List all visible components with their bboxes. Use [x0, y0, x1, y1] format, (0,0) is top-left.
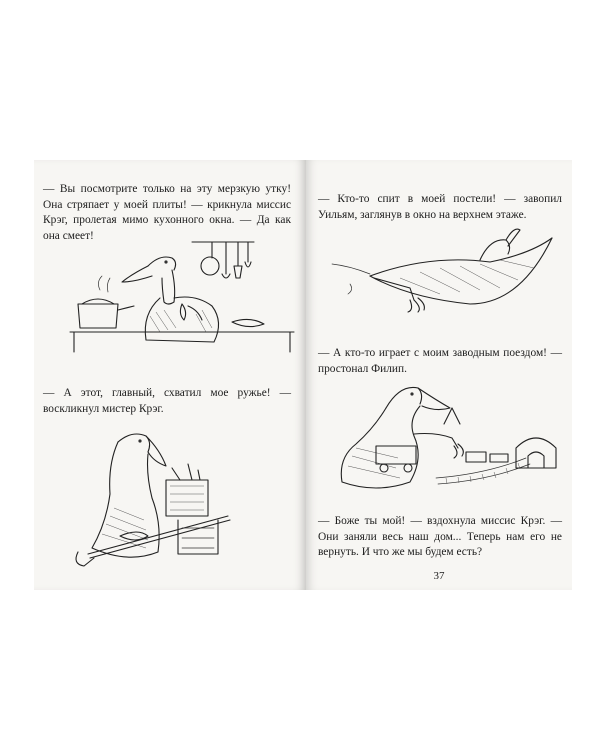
- left-page: [34, 160, 306, 590]
- page-number: 37: [433, 570, 445, 582]
- duck-playing-with-train-illustration: [326, 378, 562, 502]
- left-paragraph-1: — Вы посмотрите только на эту мерзкую утку! Она стряпает у моей плиты! — крикнула миссис Крэг, пролетая мимо кухонного окна. — Да как она смеет!: [43, 183, 291, 242]
- right-paragraph-1: — Кто-то спит в моей постели! — завопил Уильям, заглянув в окно на верхнем этаже.: [318, 193, 562, 221]
- duck-cooking-at-stove-illustration: [64, 236, 296, 354]
- duck-sleeping-in-bed-illustration: [330, 224, 560, 324]
- right-paragraph-2: — А кто-то играет с моим заводным поездом! — простонал Филип.: [318, 347, 562, 375]
- right-page: [306, 160, 572, 590]
- duck-holding-gun-illustration: [48, 424, 248, 574]
- right-paragraph-3: — Боже ты мой! — вздохнула миссис Крэг. — Они заняли весь наш дом... Теперь нам его не вернуть. И что же мы будем есть?: [318, 515, 562, 559]
- left-paragraph-2: — А этот, главный, схватил мое ружье! — воскликнул мистер Крэг.: [43, 387, 291, 415]
